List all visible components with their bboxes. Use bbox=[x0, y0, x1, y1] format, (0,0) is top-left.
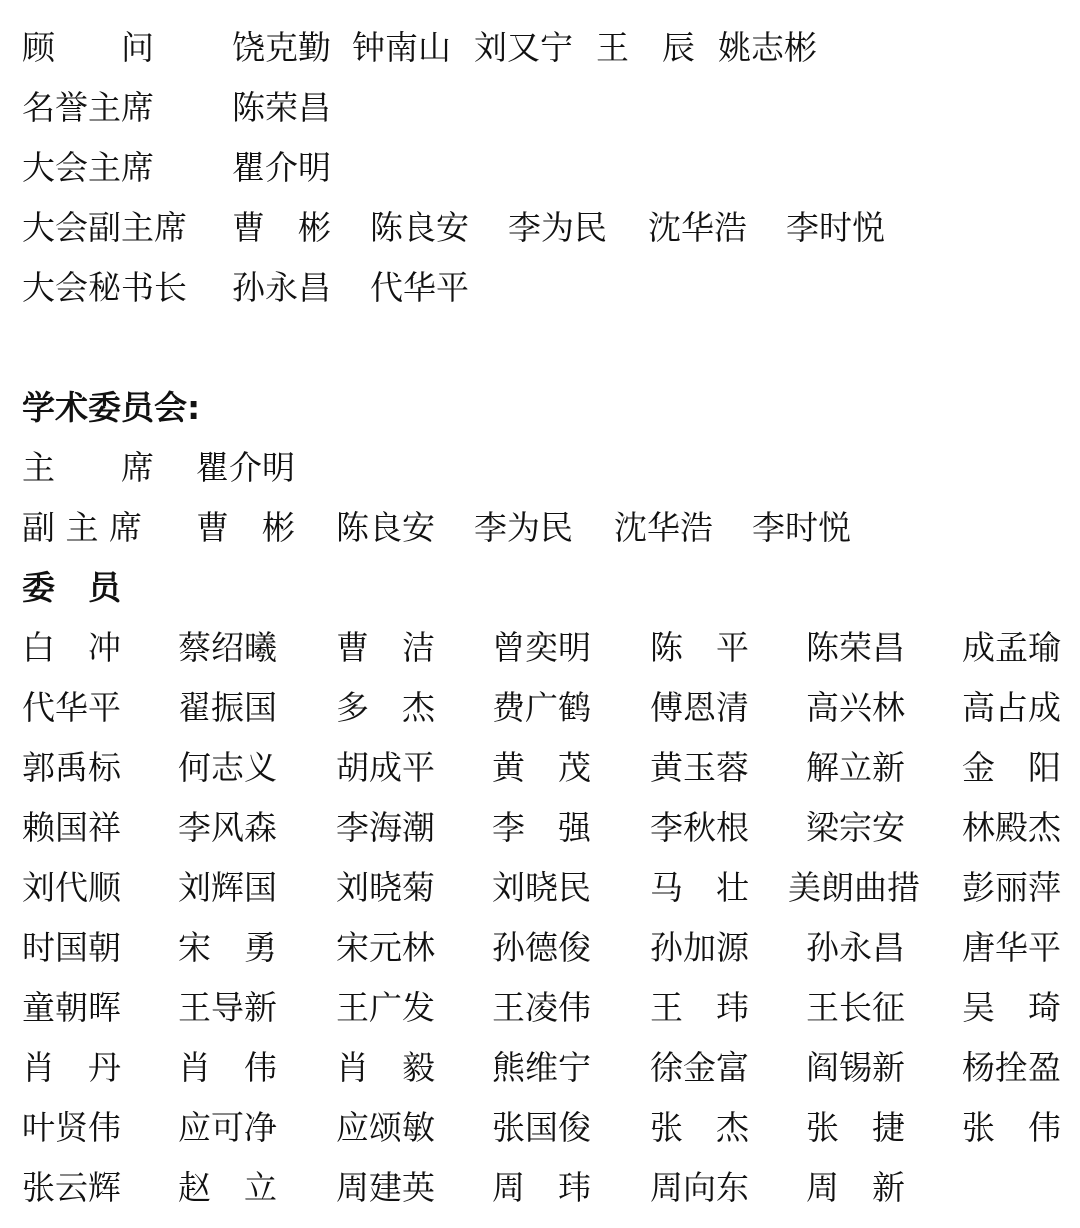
member-name: 张 伟 bbox=[962, 1108, 1061, 1147]
member-name: 郭禹标 bbox=[22, 748, 121, 787]
member-name: 曹 洁 bbox=[336, 628, 435, 667]
secretary-general-name: 孙永昌 bbox=[232, 268, 331, 307]
academic-chair-label: 主 席 bbox=[22, 448, 154, 487]
member-name: 马 壮 bbox=[650, 868, 749, 907]
member-name: 曾奕明 bbox=[492, 628, 591, 667]
member-name: 周建英 bbox=[336, 1168, 435, 1207]
member-name: 梁宗安 bbox=[806, 808, 905, 847]
chair-name: 瞿介明 bbox=[232, 148, 331, 187]
advisor-name: 刘又宁 bbox=[474, 28, 573, 67]
member-name: 李秋根 bbox=[650, 808, 749, 847]
academic-vice-chair-name: 李时悦 bbox=[752, 508, 851, 547]
member-name: 代华平 bbox=[22, 688, 121, 727]
member-name: 高兴林 bbox=[806, 688, 905, 727]
member-name: 胡成平 bbox=[336, 748, 435, 787]
member-name: 杨拴盈 bbox=[962, 1048, 1061, 1087]
advisor-name: 王 辰 bbox=[596, 28, 695, 67]
member-name: 傅恩清 bbox=[650, 688, 749, 727]
member-name: 刘辉国 bbox=[178, 868, 277, 907]
member-name: 黄 茂 bbox=[492, 748, 591, 787]
vice-chair-name: 李时悦 bbox=[786, 208, 885, 247]
vice-chair-name: 沈华浩 bbox=[648, 208, 747, 247]
member-name: 高占成 bbox=[962, 688, 1061, 727]
member-name: 宋 勇 bbox=[178, 928, 277, 967]
secretary-general-label: 大会秘书长 bbox=[22, 268, 187, 307]
member-name: 翟振国 bbox=[178, 688, 277, 727]
member-name: 王凌伟 bbox=[492, 988, 591, 1027]
member-name: 阎锡新 bbox=[806, 1048, 905, 1087]
member-name: 多 杰 bbox=[336, 688, 435, 727]
member-name: 张 捷 bbox=[806, 1108, 905, 1147]
member-name: 张云辉 bbox=[22, 1168, 121, 1207]
member-name: 李 强 bbox=[492, 808, 591, 847]
member-name: 肖 丹 bbox=[22, 1048, 121, 1087]
advisor-name: 饶克勤 bbox=[232, 28, 331, 67]
member-name: 成孟瑜 bbox=[962, 628, 1061, 667]
academic-committee-heading: 学术委员会: bbox=[22, 388, 201, 427]
member-name: 陈荣昌 bbox=[806, 628, 905, 667]
member-name: 肖 伟 bbox=[178, 1048, 277, 1087]
academic-vice-chair-name: 李为民 bbox=[474, 508, 573, 547]
vice-chair-name: 陈良安 bbox=[370, 208, 469, 247]
honorary-chair-label: 名誉主席 bbox=[22, 88, 154, 127]
member-name: 解立新 bbox=[806, 748, 905, 787]
academic-vice-chair-name: 沈华浩 bbox=[614, 508, 713, 547]
academic-vice-chair-name: 陈良安 bbox=[336, 508, 435, 547]
member-name: 周 玮 bbox=[492, 1168, 591, 1207]
vice-chair-name: 李为民 bbox=[508, 208, 607, 247]
advisors-label: 顾 问 bbox=[22, 28, 154, 67]
member-name: 熊维宁 bbox=[492, 1048, 591, 1087]
members-label: 委 员 bbox=[22, 568, 121, 607]
member-name: 刘代顺 bbox=[22, 868, 121, 907]
member-name: 蔡绍曦 bbox=[178, 628, 277, 667]
vice-chairs-label: 大会副主席 bbox=[22, 208, 187, 247]
member-name: 白 冲 bbox=[22, 628, 121, 667]
academic-vice-chairs-label: 副 主 席 bbox=[22, 508, 142, 547]
member-name: 宋元林 bbox=[336, 928, 435, 967]
member-name: 张国俊 bbox=[492, 1108, 591, 1147]
member-name: 林殿杰 bbox=[962, 808, 1061, 847]
member-name: 应可净 bbox=[178, 1108, 277, 1147]
member-name: 刘晓民 bbox=[492, 868, 591, 907]
vice-chair-name: 曹 彬 bbox=[232, 208, 331, 247]
member-name: 刘晓菊 bbox=[336, 868, 435, 907]
member-name: 童朝晖 bbox=[22, 988, 121, 1027]
honorary-chair-name: 陈荣昌 bbox=[232, 88, 331, 127]
member-name: 周 新 bbox=[806, 1168, 905, 1207]
member-name: 李风森 bbox=[178, 808, 277, 847]
advisor-name: 姚志彬 bbox=[718, 28, 817, 67]
member-name: 王广发 bbox=[336, 988, 435, 1027]
member-name: 金 阳 bbox=[962, 748, 1061, 787]
member-name: 黄玉蓉 bbox=[650, 748, 749, 787]
member-name: 美朗曲措 bbox=[788, 868, 920, 907]
member-name: 费广鹤 bbox=[492, 688, 591, 727]
secretary-general-name: 代华平 bbox=[370, 268, 469, 307]
advisor-name: 钟南山 bbox=[352, 28, 451, 67]
member-name: 肖 毅 bbox=[336, 1048, 435, 1087]
member-name: 王导新 bbox=[178, 988, 277, 1027]
member-name: 王长征 bbox=[806, 988, 905, 1027]
member-name: 孙永昌 bbox=[806, 928, 905, 967]
member-name: 王 玮 bbox=[650, 988, 749, 1027]
member-name: 唐华平 bbox=[962, 928, 1061, 967]
member-name: 时国朝 bbox=[22, 928, 121, 967]
academic-chair-name: 瞿介明 bbox=[196, 448, 295, 487]
member-name: 吴 琦 bbox=[962, 988, 1061, 1027]
member-name: 孙加源 bbox=[650, 928, 749, 967]
member-name: 陈 平 bbox=[650, 628, 749, 667]
member-name: 张 杰 bbox=[650, 1108, 749, 1147]
member-name: 赵 立 bbox=[178, 1168, 277, 1207]
chair-label: 大会主席 bbox=[22, 148, 154, 187]
member-name: 应颂敏 bbox=[336, 1108, 435, 1147]
member-name: 何志义 bbox=[178, 748, 277, 787]
member-name: 彭丽萍 bbox=[962, 868, 1061, 907]
member-name: 孙德俊 bbox=[492, 928, 591, 967]
member-name: 赖国祥 bbox=[22, 808, 121, 847]
member-name: 李海潮 bbox=[336, 808, 435, 847]
member-name: 叶贤伟 bbox=[22, 1108, 121, 1147]
member-name: 徐金富 bbox=[650, 1048, 749, 1087]
academic-vice-chair-name: 曹 彬 bbox=[196, 508, 295, 547]
member-name: 周向东 bbox=[650, 1168, 749, 1207]
